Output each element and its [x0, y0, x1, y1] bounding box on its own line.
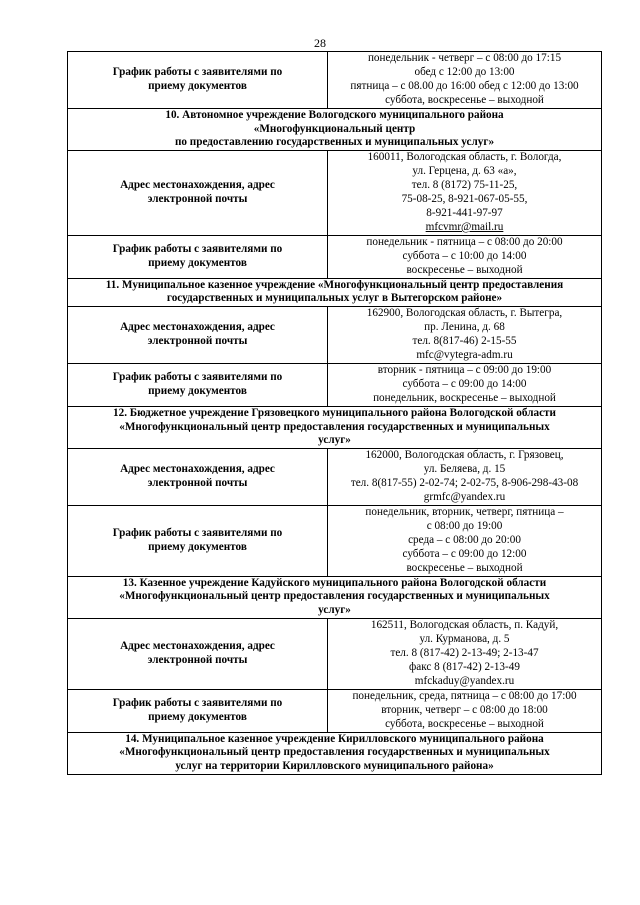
section-header-row: [68, 576, 602, 619]
schedule-value: понедельник, вторник, четверг, пятница – с 08:00 до 19:00 среда – с 08:00 до 20:00 суббота – с 09:00 до 12:00 воскресенье – выходной: [328, 506, 602, 577]
section-header-row: [68, 108, 602, 151]
table-row: [68, 506, 602, 577]
section-header-row: [68, 406, 602, 449]
email-link[interactable]: grmfc@yandex.ru: [423, 491, 506, 504]
email-link[interactable]: mfc@vytegra-adm.ru: [416, 349, 513, 362]
schedule-value: понедельник - пятница – с 08:00 до 20:00 суббота – с 10:00 до 14:00 воскресенье – выходной: [328, 235, 602, 278]
schedule-label: График работы с заявителями по приему документов: [68, 235, 328, 278]
table-row: [68, 52, 602, 109]
table-row: [68, 151, 602, 235]
section-header-row: [68, 732, 602, 775]
schedule-label: График работы с заявителями по приему документов: [68, 689, 328, 732]
section-header: 11. Муниципальное казенное учреждение «Многофункциональный центр предоставления государственных и муниципальных услуг в Вытегорском районе»: [68, 278, 602, 307]
table-row: [68, 449, 602, 506]
schedule-value: понедельник - четверг – с 08:00 до 17:15 обед с 12:00 до 13:00 пятница – с 08.00 до 16:00 обед с 12:00 до 13:00 суббота, воскресенье – выходной: [328, 52, 602, 109]
section-header: 12. Бюджетное учреждение Грязовецкого муниципального района Вологодской области «Многофункциональный центр предоставления государственных и муниципальных услуг»: [68, 406, 602, 449]
table-row: [68, 619, 602, 690]
address-value: 162000, Вологодская область, г. Грязовец, ул. Беляева, д. 15 тел. 8(817-55) 2-02-74; 2-02-75, 8-906-298-43-08 grmfc@yandex.ru: [328, 449, 602, 506]
email-link[interactable]: mfcvmr@mail.ru: [425, 220, 504, 233]
section-header: 14. Муниципальное казенное учреждение Кирилловского муниципального района «Многофункциональный центр предоставления государственных и муниципальных услуг на территории Кирилловского муниципального района»: [68, 732, 602, 775]
section-header: 10. Автономное учреждение Вологодского муниципального района «Многофункциональный центр по предоставлению государственных и муниципальных услуг»: [68, 108, 602, 151]
address-label: Адрес местонахождения, адрес электронной почты: [68, 449, 328, 506]
page-number: 28: [314, 36, 326, 50]
schedule-label: График работы с заявителями по приему документов: [68, 52, 328, 109]
section-header: 13. Казенное учреждение Кадуйского муниципального района Вологодской области «Многофункциональный центр предоставления государственных и муниципальных услуг»: [68, 576, 602, 619]
schedule-value: вторник - пятница – с 09:00 до 19:00 суббота – с 09:00 до 14:00 понедельник, воскресенье – выходной: [328, 363, 602, 406]
address-label: Адрес местонахождения, адрес электронной почты: [68, 307, 328, 364]
address-label: Адрес местонахождения, адрес электронной почты: [68, 151, 328, 235]
address-value: 162511, Вологодская область, п. Кадуй, ул. Курманова, д. 5 тел. 8 (817-42) 2-13-49; 2-13-47 факс 8 (817-42) 2-13-49 mfckaduy@yandex.ru: [328, 619, 602, 690]
address-value: 162900, Вологодская область, г. Вытегра, пр. Ленина, д. 68 тел. 8(817-46) 2-15-55 mfc@vytegra-adm.ru: [328, 307, 602, 364]
table-row: [68, 689, 602, 732]
address-label: Адрес местонахождения, адрес электронной почты: [68, 619, 328, 690]
schedule-label: График работы с заявителями по приему документов: [68, 506, 328, 577]
institutions-table: [67, 51, 602, 775]
table-row: [68, 307, 602, 364]
address-value: 160011, Вологодская область, г. Вологда, ул. Герцена, д. 63 «а», тел. 8 (8172) 75-11-25, 75-08-25, 8-921-067-05-55, 8-921-441-97-97 mfcvmr@mail.ru: [328, 151, 602, 235]
table-row: [68, 363, 602, 406]
schedule-label: График работы с заявителями по приему документов: [68, 363, 328, 406]
schedule-value: понедельник, среда, пятница – с 08:00 до 17:00 вторник, четверг – с 08:00 до 18:00 суббота, воскресенье – выходной: [328, 689, 602, 732]
section-header-row: [68, 278, 602, 307]
table-row: [68, 235, 602, 278]
email-link[interactable]: mfckaduy@yandex.ru: [414, 674, 515, 687]
